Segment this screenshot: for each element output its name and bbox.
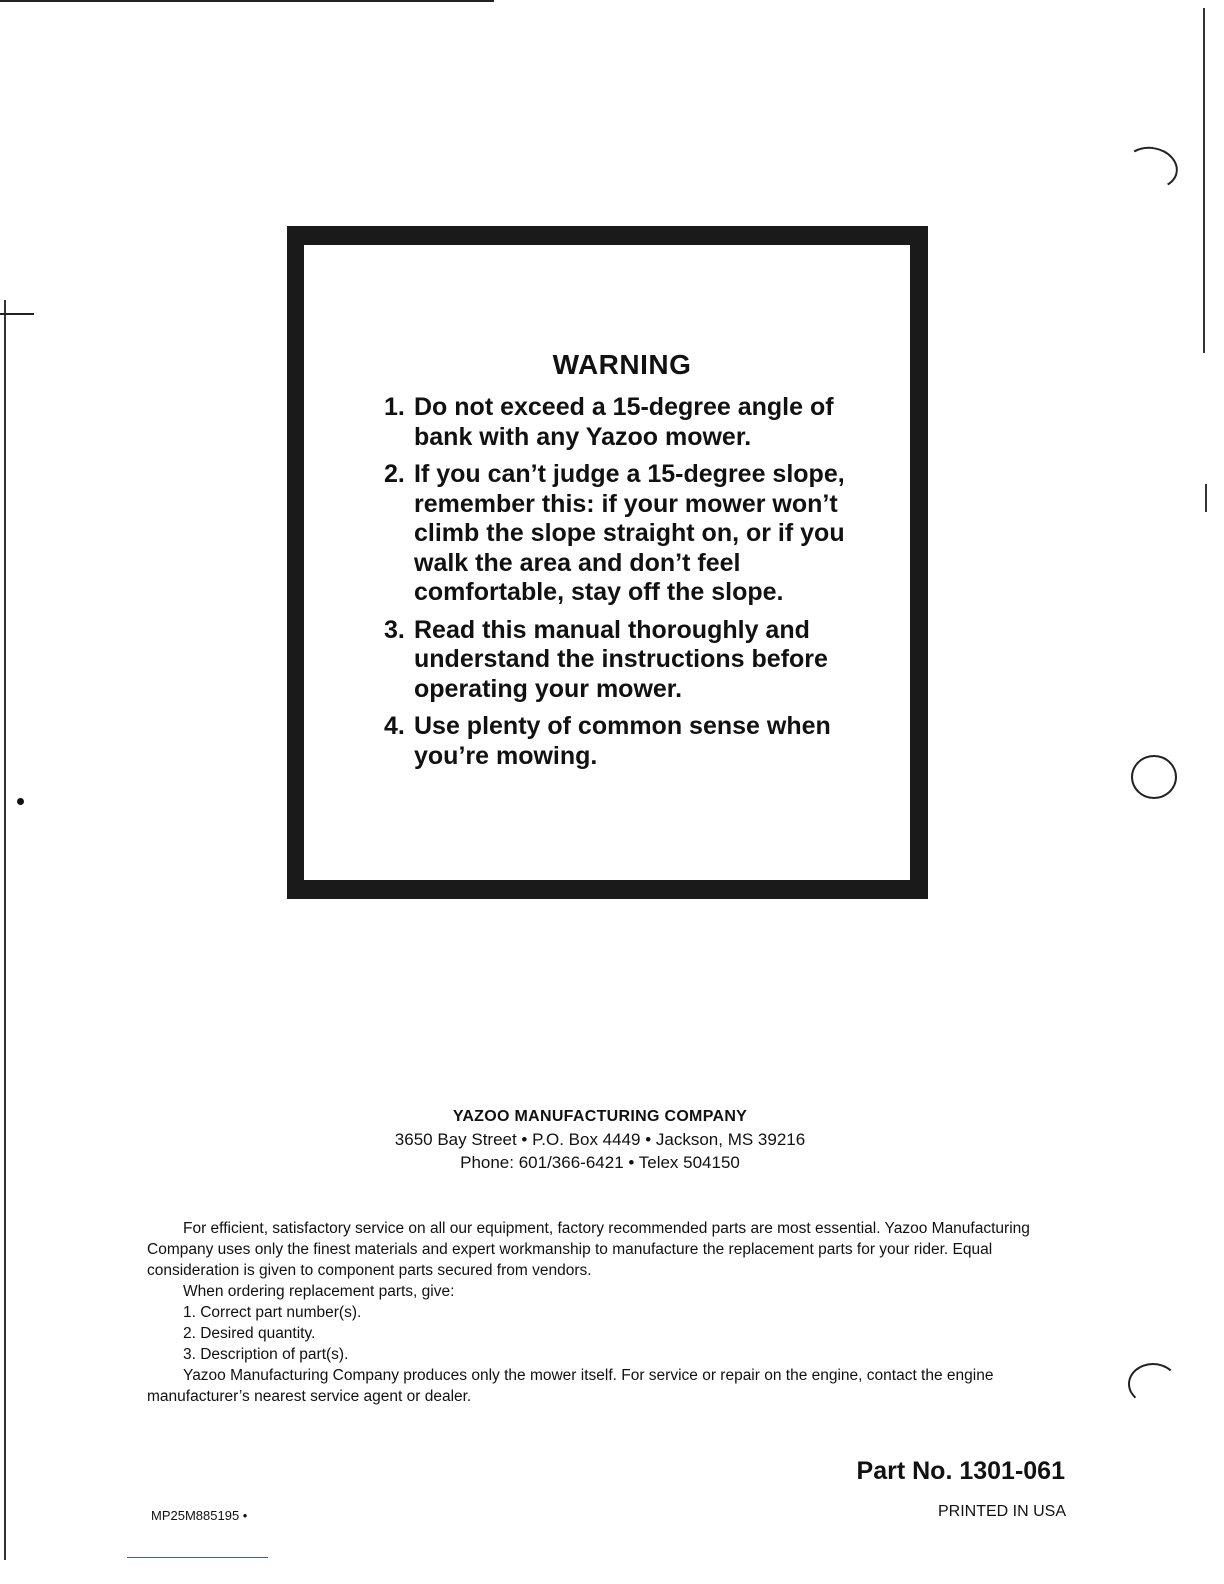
parts-info (147, 1218, 1072, 1407)
parts-intro: For efficient, satisfactory service on all our equipment, factory recommended parts are most essential. Yazoo Manufacturing Company uses only the finest materials and expert workmanship to manufacture the replacement parts for your rider. Equal consideration is given to component parts secured from vendors. (147, 1220, 1030, 1279)
ordering-list (147, 1302, 1072, 1365)
binder-hole-top (1121, 143, 1181, 194)
left-bullet-mark (17, 798, 24, 805)
warning-item-number: 2. (384, 460, 405, 488)
binder-hole-middle (1131, 755, 1177, 799)
warning-item-text: If you can’t judge a 15-degree slope, remember this: if your mower won’t climb the slope straight on, or if you walk the area and don’t feel comfortable, stay off the slope. (414, 460, 845, 606)
warning-item (384, 393, 854, 452)
ordering-list-item: 3. Description of part(s). (183, 1346, 349, 1363)
warning-list (384, 393, 854, 779)
warning-title: WARNING (552, 349, 692, 380)
warning-item-number: 4. (384, 712, 405, 740)
company-address: 3650 Bay Street • P.O. Box 4449 • Jackson, MS 39216 (394, 1130, 806, 1149)
warning-item-number: 3. (384, 615, 405, 644)
warning-item-text: Use plenty of common sense when you’re mowing. (414, 712, 831, 770)
left-page-edge (4, 300, 6, 1560)
binder-hole-bottom (1128, 1363, 1178, 1405)
left-scan-mark (0, 313, 34, 315)
warning-item-text: Read this manual thoroughly and understand the instructions before operating your mower. (414, 615, 828, 703)
ordering-list-item: 2. Desired quantity. (183, 1325, 316, 1342)
bottom-scan-line (127, 1557, 268, 1558)
warning-item (384, 616, 854, 705)
part-number: Part No. 1301-061 (856, 1457, 1065, 1485)
ordering-list-item: 1. Correct part number(s). (183, 1304, 362, 1321)
warning-item-number: 1. (384, 393, 405, 421)
warning-item-text: Do not exceed a 15-degree angle of bank with any Yazoo mower. (414, 393, 834, 451)
warning-box (287, 226, 928, 899)
company-info (300, 1106, 900, 1174)
document-code: MP25M885195 • (151, 1508, 248, 1523)
company-name: YAZOO MANUFACTURING COMPANY (452, 1108, 748, 1125)
right-page-edge-mark (1205, 484, 1207, 512)
ordering-instructions: When ordering replacement parts, give: (183, 1283, 455, 1300)
printed-in: PRINTED IN USA (937, 1503, 1066, 1520)
company-phone: Phone: 601/366-6421 • Telex 504150 (460, 1153, 740, 1172)
right-page-edge (1203, 8, 1205, 353)
warning-item (384, 460, 854, 608)
engine-note: Yazoo Manufacturing Company produces only the mower itself. For service or repair on the engine, contact the engine manufacturer’s nearest service agent or dealer. (147, 1367, 994, 1405)
warning-item (384, 712, 854, 771)
top-scan-line (0, 0, 494, 2)
